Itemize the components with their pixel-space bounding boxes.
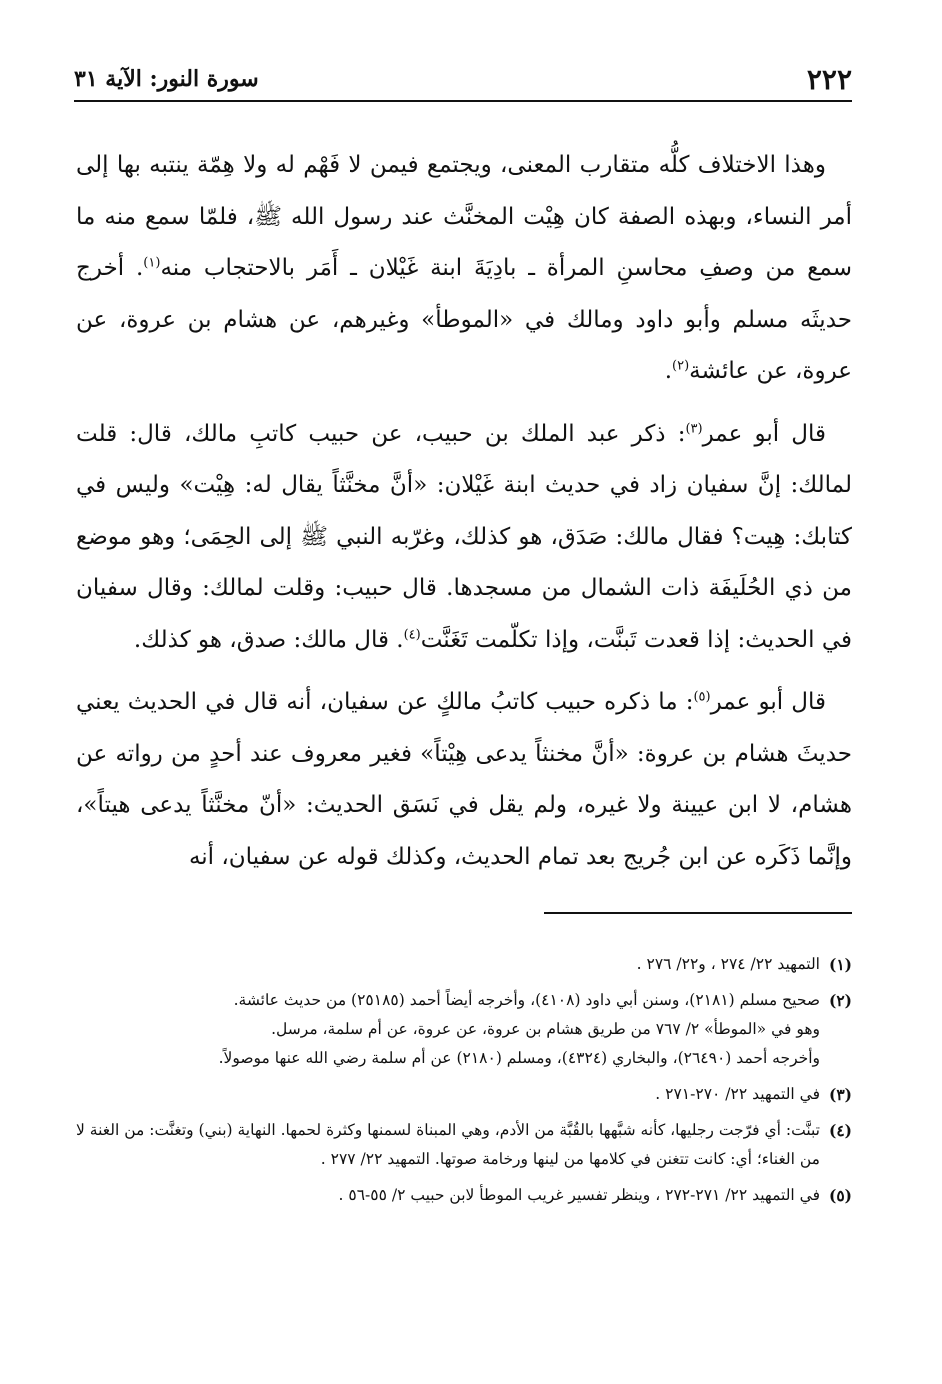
footnote-text bbox=[76, 1181, 820, 1210]
footnote-line: وأخرجه أحمد (٢٦٤٩٠)، والبخاري (٤٣٢٤)، ومسلم (٢١٨٠) عن أم سلمة رضي الله عنها موصولاً. bbox=[218, 1049, 820, 1067]
page-number: ٢٢٢ bbox=[806, 62, 852, 96]
main-text bbox=[76, 140, 852, 883]
footnote-line: التمهيد ٢٢/ ٢٧٤ ، و٢٢/ ٢٧٦ . bbox=[636, 955, 820, 973]
footnote-number: (٣) bbox=[828, 1085, 852, 1104]
surah-title: سورة النور: الآية ٣١ bbox=[74, 66, 259, 92]
footnotes bbox=[76, 950, 852, 1217]
footnote-text bbox=[76, 950, 820, 979]
text-segment: قال أبو عمر bbox=[710, 689, 826, 715]
paragraph bbox=[76, 409, 852, 667]
footnote-line: تبنَّت: أي فرّجت رجليها، كأنه شبَّهها بالقُبَّة من الأدم، وهي المبناة لسمنها وكثرة لحمها. النهاية (بني) وتغنَّت: من الغنة لا من الغناء؛ أي: كانت تتغنن في كلامها من لينها ورخامة صوتها. التمهيد ٢٢/ ٢٧٧ . bbox=[76, 1121, 820, 1168]
paragraph bbox=[76, 677, 852, 883]
footnote-number: (٥) bbox=[828, 1186, 852, 1205]
footnote-text bbox=[76, 986, 820, 1073]
text-segment: . أخرج حديثَه مسلم وأبو داود ومالك في «الموطأ» وغيرهم، عن هشام بن عروة، عن عروة، عن عائشة bbox=[76, 255, 852, 384]
footnote-number: (١) bbox=[828, 955, 852, 974]
text-segment: قال أبو عمر bbox=[702, 420, 826, 447]
paragraph bbox=[76, 140, 852, 398]
text-segment: وهذا الاختلاف كلُّه متقارب المعنى، ويجتمع فيمن لا فَهْم له ولا هِمّة ينتبه بها إلى أمر النساء، وبهذه الصفة كان هِيْت المخنَّث عند رسول الله ﷺ، فلمّا سمع منه ما سمع من وصفِ محاسنِ المرأة ـ بادِيَةَ ابنة غَيْلان ـ أَمَر بالاحتجاب منه bbox=[76, 152, 852, 281]
footnote-text bbox=[76, 1080, 820, 1109]
footnote-text bbox=[76, 1116, 820, 1174]
footnote-line: في التمهيد ٢٢/ ٢٧٠-٢٧١ . bbox=[655, 1085, 820, 1103]
footnote-line: وهو في «الموطأ» ٢/ ٧٦٧ من طريق هشام بن عروة، عن عروة، عن أم سلمة، مرسل. bbox=[271, 1020, 820, 1038]
footnote bbox=[76, 1181, 852, 1210]
text-segment: : ذكر عبد الملك بن حبيب، عن حبيب كاتبِ مالك، قال: قلت لمالك: إنَّ سفيان زاد في حديث ابنة غَيْلان: «أنَّ مخنَّثاً يقال له: هِيْت» وليس في كتابك: هِيت؟ فقال مالك: صَدَق، هو كذلك، وغرّبه النبي ﷺ إلى الحِمَى؛ وهو موضع من ذي الحُلَيفَة ذات الشمال من مسجدها. قال حبيب: وقلت لمالك: وقال سفيان في الحديث: إذا قعدت تَبنَّت، وإذا تكلّمت تَغَنَّت bbox=[76, 420, 852, 653]
footnote bbox=[76, 1080, 852, 1109]
running-header bbox=[74, 58, 852, 102]
footnote-separator bbox=[544, 912, 852, 914]
text-segment: . bbox=[664, 358, 673, 384]
footnote-marker: (١) bbox=[143, 255, 161, 271]
footnote bbox=[76, 986, 852, 1073]
footnote-number: (٤) bbox=[828, 1121, 852, 1140]
footnote-line: في التمهيد ٢٢/ ٢٧١-٢٧٢ ، وينظر تفسير غريب الموطأ لابن حبيب ٢/ ٥٥-٥٦ . bbox=[338, 1186, 820, 1204]
text-segment: : ما ذكره حبيب كاتبُ مالكٍ عن سفيان، أنه قال في الحديث يعني حديثَ هشام بن عروة: «أنَّ مخنثاً يدعى هِيْتاً» فغير معروف عند أحدٍ من رواته عن هشام، لا ابن عيينة ولا غيره، ولم يقل في نَسَق الحديث: «أنّ مخنَّثاً يدعى هيتاً»، وإنَّما ذَكَره عن ابن جُريج بعد تمام الحديث، وكذلك قوله عن سفيان، أنه bbox=[76, 689, 852, 870]
footnote bbox=[76, 1116, 852, 1174]
footnote-marker: (٥) bbox=[693, 689, 711, 705]
footnote-marker: (٤) bbox=[403, 626, 421, 642]
footnote-marker: (٣) bbox=[685, 420, 703, 436]
text-segment: . قال مالك: صدق، هو كذلك. bbox=[133, 626, 404, 653]
footnote-line: صحيح مسلم (٢١٨١)، وسنن أبي داود (٤١٠٨)، وأخرجه أيضاً أحمد (٢٥١٨٥) من حديث عائشة. bbox=[233, 991, 820, 1009]
footnote-number: (٢) bbox=[828, 991, 852, 1010]
footnote-marker: (٢) bbox=[672, 358, 690, 374]
footnote bbox=[76, 950, 852, 979]
